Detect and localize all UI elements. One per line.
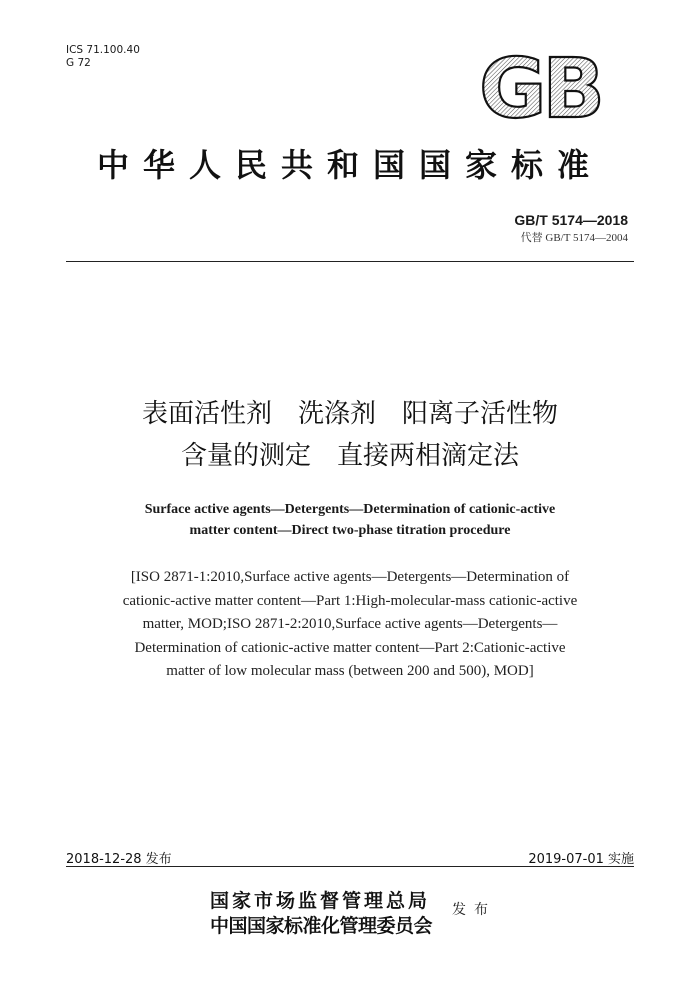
english-title-line-1: Surface active agents—Detergents—Determination of cationic-active (144, 502, 556, 517)
implementation-date: 2019-07-01 实施 (528, 852, 634, 867)
header-divider (66, 261, 634, 262)
national-standard-title: 中华人民共和国国家标准 (96, 146, 603, 184)
issuer-line-1: 国家市场监督管理总局 (210, 890, 431, 912)
replaces-standard: 代替 GB/T 5174—2004 (520, 232, 628, 244)
gb-logo-text: GB (479, 52, 601, 126)
chinese-title-line-1: 表面活性剂 洗涤剂 阳离子活性物 (141, 399, 558, 429)
iso-reference-line-4: Determination of cationic-active matter content—Part 2:Cationic-active (134, 639, 566, 656)
iso-reference-line-5: matter of low molecular mass (between 200 and 500), MOD] (166, 663, 534, 679)
english-title-line-2: matter content—Direct two-phase titration procedure (189, 523, 511, 538)
issue-date: 2018-12-28 发布 (66, 852, 172, 867)
ics-code: ICS 71.100.40 (66, 44, 140, 56)
iso-reference-line-1: [ISO 2871-1:2010,Surface active agents—Detergents—Determination of (130, 569, 570, 585)
issuer-line-2: 中国国家标准化管理委员会 (210, 915, 433, 937)
classification-codes (66, 44, 140, 70)
issued-label: 发布 (452, 902, 496, 918)
iso-reference-line-2: cationic-active matter content—Part 1:High-molecular-mass cationic-active (122, 592, 578, 609)
gb-logo (456, 52, 624, 126)
standard-number: GB/T 5174—2018 (514, 212, 628, 228)
ccs-code: G 72 (66, 57, 91, 69)
chinese-title-line-2: 含量的测定 直接两相滴定法 (180, 441, 519, 471)
iso-reference-line-3: matter, MOD;ISO 2871-2:2010,Surface active agents—Detergents— (142, 616, 558, 632)
footer-divider (66, 866, 634, 867)
